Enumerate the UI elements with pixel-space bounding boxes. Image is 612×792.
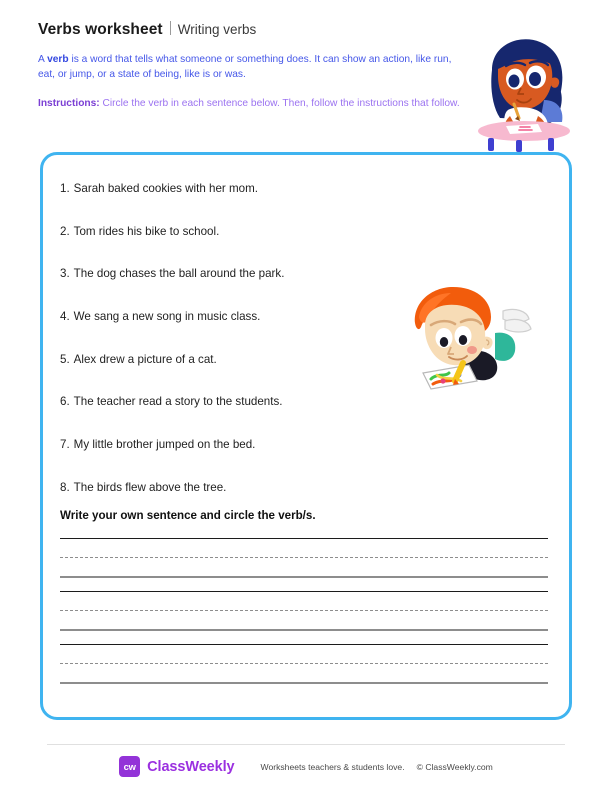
intro-bold-term: verb [47, 54, 69, 65]
list-item[interactable] [60, 182, 410, 196]
title-separator-icon [170, 21, 171, 35]
list-item[interactable] [60, 225, 410, 239]
sentence-text: Tom rides his bike to school. [73, 224, 220, 238]
instructions-label: Instructions: [38, 98, 100, 110]
brand-logo[interactable] [119, 756, 234, 777]
sentence-text: The teacher read a story to the students. [73, 395, 283, 409]
intro-paragraph [38, 52, 468, 82]
write-prompt-label: Write your own sentence and circle the verb/s. [60, 509, 316, 522]
title-main: Verbs worksheet [38, 21, 163, 38]
boy-drawing-icon [403, 281, 533, 393]
ruled-line-group[interactable] [60, 644, 548, 684]
rule-dashed-midline [60, 663, 548, 664]
rule-baseline [60, 576, 548, 578]
rule-top-line [60, 644, 548, 645]
sentence-number: 7. [60, 438, 70, 452]
ruled-line-group[interactable] [60, 538, 548, 578]
sentence-text: We sang a new song in music class. [73, 310, 261, 324]
sentence-number: 3. [60, 267, 70, 281]
list-item[interactable] [60, 395, 410, 409]
sentence-number: 5. [60, 352, 70, 366]
sentence-number: 8. [60, 480, 70, 494]
ruled-line-group[interactable] [60, 591, 548, 631]
rule-dashed-midline [60, 610, 548, 611]
sentence-number: 1. [60, 182, 70, 195]
instructions-paragraph [38, 96, 468, 111]
footer-divider [47, 744, 565, 745]
rule-top-line [60, 591, 548, 592]
footer-copyright: © ClassWeekly.com [416, 761, 493, 772]
sentence-text: The dog chases the ball around the park. [73, 267, 285, 281]
rule-baseline [60, 629, 548, 631]
girl-writing-at-desk-icon [470, 30, 578, 152]
intro-lead: A [38, 54, 48, 65]
rule-baseline [60, 682, 548, 684]
page-title [38, 20, 468, 39]
sentence-number: 4. [60, 310, 70, 324]
intro-rest: is a word that tells what someone or something does. It can show an action, like run, eat, or jump, or a state of being, like is or was. [38, 54, 452, 81]
list-item[interactable] [60, 438, 410, 452]
sentence-text: The birds flew above the tree. [73, 480, 227, 494]
sentence-list [60, 182, 410, 523]
sentence-text: My little brother jumped on the bed. [73, 438, 256, 452]
list-item[interactable] [60, 481, 410, 495]
rule-dashed-midline [60, 557, 548, 558]
ruled-writing-area[interactable] [60, 538, 548, 684]
sentence-number: 6. [60, 395, 70, 409]
rule-top-line [60, 538, 548, 539]
page-header [38, 20, 468, 111]
title-subtitle: Writing verbs [177, 22, 257, 37]
list-item[interactable] [60, 267, 410, 281]
sentence-text: Alex drew a picture of a cat. [73, 352, 217, 366]
page-footer [0, 756, 612, 777]
list-item[interactable] [60, 353, 410, 367]
footer-tagline: Worksheets teachers & students love. [260, 761, 405, 772]
list-item[interactable] [60, 310, 410, 324]
sentence-text: Sarah baked cookies with her mom. [73, 182, 258, 195]
classweekly-badge-icon: cw [119, 756, 140, 777]
sentence-number: 2. [60, 224, 70, 238]
instructions-text: Circle the verb in each sentence below. Then, follow the instructions that follow. [99, 98, 460, 110]
brand-name: ClassWeekly [147, 758, 235, 775]
